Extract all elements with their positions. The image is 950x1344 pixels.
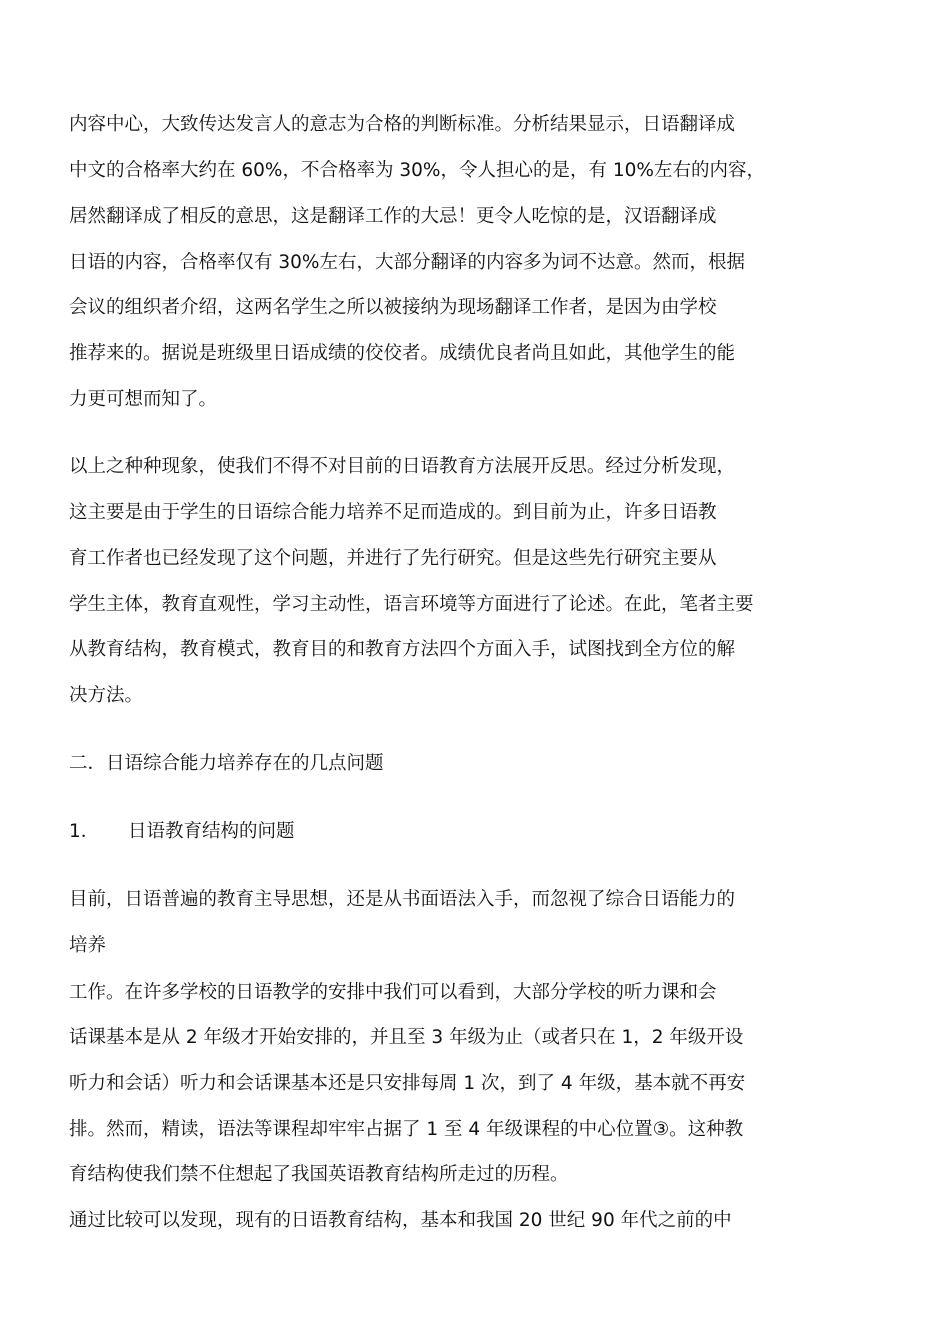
paragraph-4-line-3: 听力和会话）听力和会话课基本还是只安排每周 1 次，到了 4 年级，基本就不再安 (69, 1073, 746, 1094)
paragraph-1-line-4: 日语的内容，合格率仅有 30%左右，大部分翻译的内容多为词不达意。然而，根据 (69, 252, 746, 273)
paragraph-4-line-4: 排。然而，精读，语法等课程却牢牢占据了 1 至 4 年级课程的中心位置③。这种教 (69, 1119, 744, 1140)
paragraph-2-line-6: 决方法。 (69, 685, 144, 706)
paragraph-2-line-2: 这主要是由于学生的日语综合能力培养不足而造成的。到目前为止，许多日语教 (69, 502, 717, 523)
paragraph-1-line-1: 内容中心，大致传达发言人的意志为合格的判断标准。分析结果显示，日语翻译成 (69, 114, 736, 135)
paragraph-2-line-4: 学生主体，教育直观性，学习主动性，语言环境等方面进行了论述。在此，笔者主要 (69, 594, 754, 615)
section-heading: 二．日语综合能力培养存在的几点问题 (69, 753, 384, 774)
paragraph-5-line-1: 通过比较可以发现，现有的日语教育结构，基本和我国 20 世纪 90 年代之前的中 (69, 1210, 732, 1231)
paragraph-1-line-7: 力更可想而知了。 (69, 389, 218, 410)
subsection-title: 日语教育结构的问题 (128, 821, 295, 842)
paragraph-4-line-2: 话课基本是从 2 年级才开始安排的，并且至 3 年级为止（或者只在 1，2 年级开设 (69, 1027, 744, 1048)
paragraph-3-line-1: 目前，日语普遍的教育主导思想，还是从书面语法入手，而忽视了综合日语能力的 (69, 889, 736, 910)
paragraph-1-line-6: 推荐来的。据说是班级里日语成绩的佼佼者。成绩优良者尚且如此，其他学生的能 (69, 343, 736, 364)
paragraph-1-line-3: 居然翻译成了相反的意思，这是翻译工作的大忌！更令人吃惊的是，汉语翻译成 (69, 206, 717, 227)
paragraph-2-line-5: 从教育结构，教育模式，教育目的和教育方法四个方面入手，试图找到全方位的解 (69, 639, 736, 660)
paragraph-4-line-1: 工作。在许多学校的日语教学的安排中我们可以看到，大部分学校的听力课和会 (69, 982, 717, 1003)
paragraph-1-line-5: 会议的组织者介绍，这两名学生之所以被接纳为现场翻译工作者，是因为由学校 (69, 297, 717, 318)
paragraph-4-line-5: 育结构使我们禁不住想起了我国英语教育结构所走过的历程。 (69, 1164, 569, 1185)
paragraph-1-line-2: 中文的合格率大约在 60%，不合格率为 30%，令人担心的是，有 10%左右的内容， (69, 160, 766, 181)
subsection-number: 1． (69, 821, 100, 842)
paragraph-2-line-3: 育工作者也已经发现了这个问题，并进行了先行研究。但是这些先行研究主要从 (69, 548, 717, 569)
paragraph-2-line-1: 以上之种种现象，使我们不得不对目前的日语教育方法展开反思。经过分析发现， (69, 456, 736, 477)
paragraph-3-line-2: 培养 (69, 935, 107, 956)
